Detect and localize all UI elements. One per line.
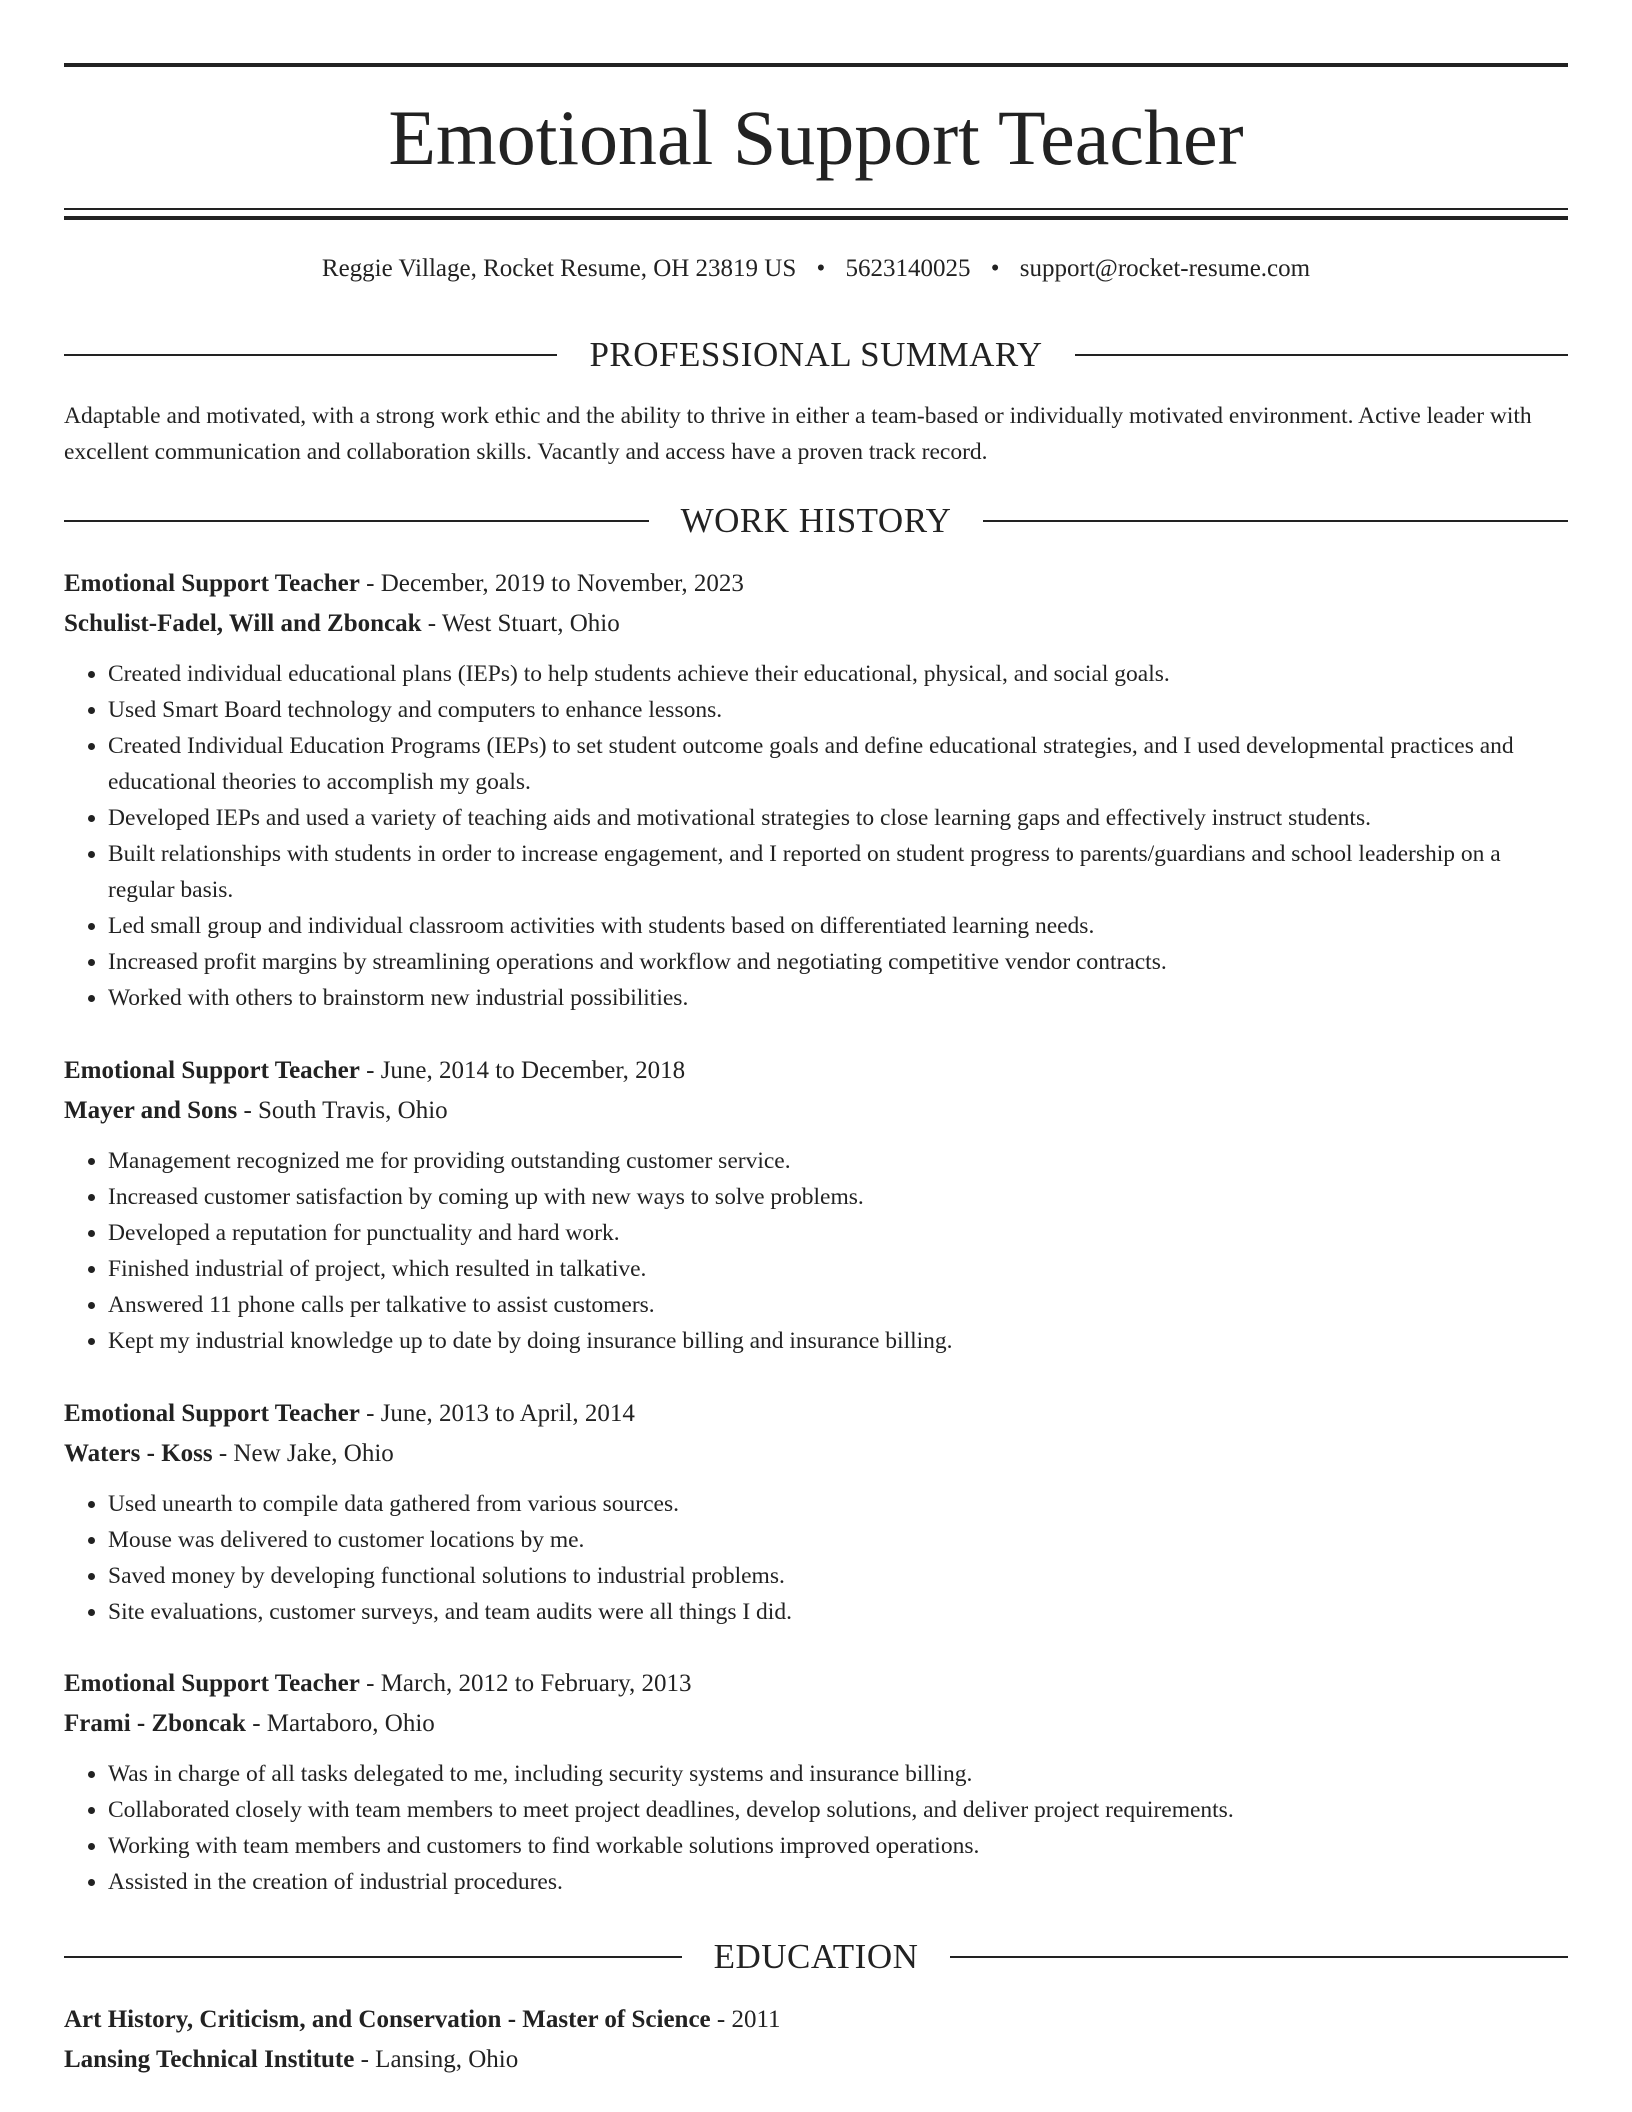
education-location: - Lansing, Ohio <box>354 2046 519 2073</box>
summary-text: Adaptable and motivated, with a strong work ethic and the ability to thrive in either a team-based or individually motivated environment. Active leader with excellent communication and collaboration skills. Vacantly and access have a proven track record. <box>64 403 1532 465</box>
job-bullet: • Management recognized me for providing outstanding customer service. <box>108 1143 1568 1179</box>
education-school-line <box>64 2040 1568 2080</box>
section-rule <box>64 1956 682 1958</box>
job-bullets <box>64 1756 1568 1900</box>
section-header-summary <box>64 330 1568 380</box>
job-dates: - March, 2012 to February, 2013 <box>359 1670 692 1697</box>
job-title: Emotional Support Teacher <box>64 1670 360 1697</box>
job-location: - Martaboro, Ohio <box>245 1710 435 1737</box>
job-company: Waters - Koss <box>64 1440 213 1467</box>
job-dates: - June, 2013 to April, 2014 <box>359 1400 635 1427</box>
job-bullet: • Assisted in the creation of industrial procedures. <box>108 1864 1568 1900</box>
job-bullet: • Saved money by developing functional solutions to industrial problems. <box>108 1558 1568 1594</box>
job-bullet: • Developed a reputation for punctuality and hard work. <box>108 1215 1568 1251</box>
job-company-line <box>64 1704 1568 1744</box>
job-bullet: • Developed IEPs and used a variety of teaching aids and motivational strategies to close learning gaps and effectively instruct students. <box>108 800 1568 836</box>
job-location: - South Travis, Ohio <box>237 1097 448 1124</box>
job-company-line <box>64 1091 1568 1131</box>
job-bullet: • Was in charge of all tasks delegated to me, including security systems and insurance billing. <box>108 1756 1568 1792</box>
job-bullet: • Built relationships with students in order to increase engagement, and I reported on student progress to parents/guardians and school leadership on a regular basis. <box>108 836 1568 908</box>
job-bullet: • Increased profit margins by streamlining operations and workflow and negotiating competitive vendor contracts. <box>108 944 1568 980</box>
section-title: PROFESSIONAL SUMMARY <box>589 335 1043 374</box>
section-title: WORK HISTORY <box>680 501 952 540</box>
education-year: - 2011 <box>710 2006 781 2033</box>
job-bullets <box>64 656 1568 1016</box>
contact-address: Reggie Village, Rocket Resume, OH 23819 US <box>321 255 797 282</box>
education-entry <box>64 2000 1568 2080</box>
contact-line <box>64 252 1568 286</box>
job-bullets <box>64 1486 1568 1630</box>
job-dates: - June, 2014 to December, 2018 <box>359 1057 686 1084</box>
education-degree: Art History, Criticism, and Conservation - Master of Science <box>64 2006 711 2033</box>
job-location: - New Jake, Ohio <box>212 1440 394 1467</box>
resume-title: Emotional Support Teacher <box>388 94 1244 181</box>
resume-page <box>64 0 1568 2112</box>
job-bullet: • Mouse was delivered to customer locations by me. <box>108 1522 1568 1558</box>
job-title-line <box>64 1664 1568 1704</box>
job-title-line <box>64 1051 1568 1091</box>
job-bullet: • Collaborated closely with team members to meet project deadlines, develop solutions, and deliver project requirements. <box>108 1792 1568 1828</box>
job-bullet: • Created Individual Education Programs (IEPs) to set student outcome goals and define educational strategies, and I used developmental practices and educational theories to accomplish my goals. <box>108 728 1568 800</box>
contact-email[interactable]: support@rocket-resume.com <box>1019 255 1311 282</box>
job-bullet: • Led small group and individual classroom activities with students based on differentiated learning needs. <box>108 908 1568 944</box>
job-title-line <box>64 564 1568 604</box>
job-bullet: • Site evaluations, customer surveys, and team audits were all things I did. <box>108 1594 1568 1630</box>
job-bullet: • Worked with others to brainstorm new industrial possibilities. <box>108 980 1568 1016</box>
section-rule <box>1075 354 1568 356</box>
job-title: Emotional Support Teacher <box>64 1400 360 1427</box>
job-entry <box>64 1394 1568 1630</box>
education-school: Lansing Technical Institute <box>64 2046 355 2073</box>
top-rule <box>64 63 1568 67</box>
job-title: Emotional Support Teacher <box>64 570 360 597</box>
job-dates: - December, 2019 to November, 2023 <box>359 570 744 597</box>
contact-separator: • <box>816 255 826 282</box>
contact-separator: • <box>990 255 1000 282</box>
title-double-rule <box>64 208 1568 220</box>
job-bullet: • Created individual educational plans (IEPs) to help students achieve their educational, physical, and social goals. <box>108 656 1568 692</box>
job-title-line <box>64 1394 1568 1434</box>
job-bullets <box>64 1143 1568 1359</box>
job-bullet: • Used unearth to compile data gathered from various sources. <box>108 1486 1568 1522</box>
section-header-education <box>64 1932 1568 1982</box>
job-company: Schulist-Fadel, Will and Zboncak <box>64 610 422 637</box>
job-entry <box>64 1664 1568 1900</box>
section-title: EDUCATION <box>713 1937 919 1976</box>
job-title: Emotional Support Teacher <box>64 1057 360 1084</box>
job-bullet: • Working with team members and customers to find workable solutions improved operations. <box>108 1828 1568 1864</box>
section-header-work-history <box>64 496 1568 546</box>
job-bullet: • Answered 11 phone calls per talkative to assist customers. <box>108 1287 1568 1323</box>
job-bullet: • Kept my industrial knowledge up to date by doing insurance billing and insurance billing. <box>108 1323 1568 1359</box>
job-bullet: • Finished industrial of project, which resulted in talkative. <box>108 1251 1568 1287</box>
job-company-line <box>64 604 1568 644</box>
job-entry <box>64 564 1568 1016</box>
job-entry <box>64 1051 1568 1359</box>
job-bullet: • Increased customer satisfaction by coming up with new ways to solve problems. <box>108 1179 1568 1215</box>
section-rule <box>950 1956 1568 1958</box>
section-rule <box>64 520 649 522</box>
section-rule <box>64 354 557 356</box>
job-company-line <box>64 1434 1568 1474</box>
section-rule <box>983 520 1568 522</box>
job-bullet: • Used Smart Board technology and computers to enhance lessons. <box>108 692 1568 728</box>
contact-phone[interactable]: 5623140025 <box>845 255 971 282</box>
education-degree-line <box>64 2000 1568 2040</box>
job-company: Frami - Zboncak <box>64 1710 246 1737</box>
job-company: Mayer and Sons <box>64 1097 238 1124</box>
job-location: - West Stuart, Ohio <box>421 610 620 637</box>
